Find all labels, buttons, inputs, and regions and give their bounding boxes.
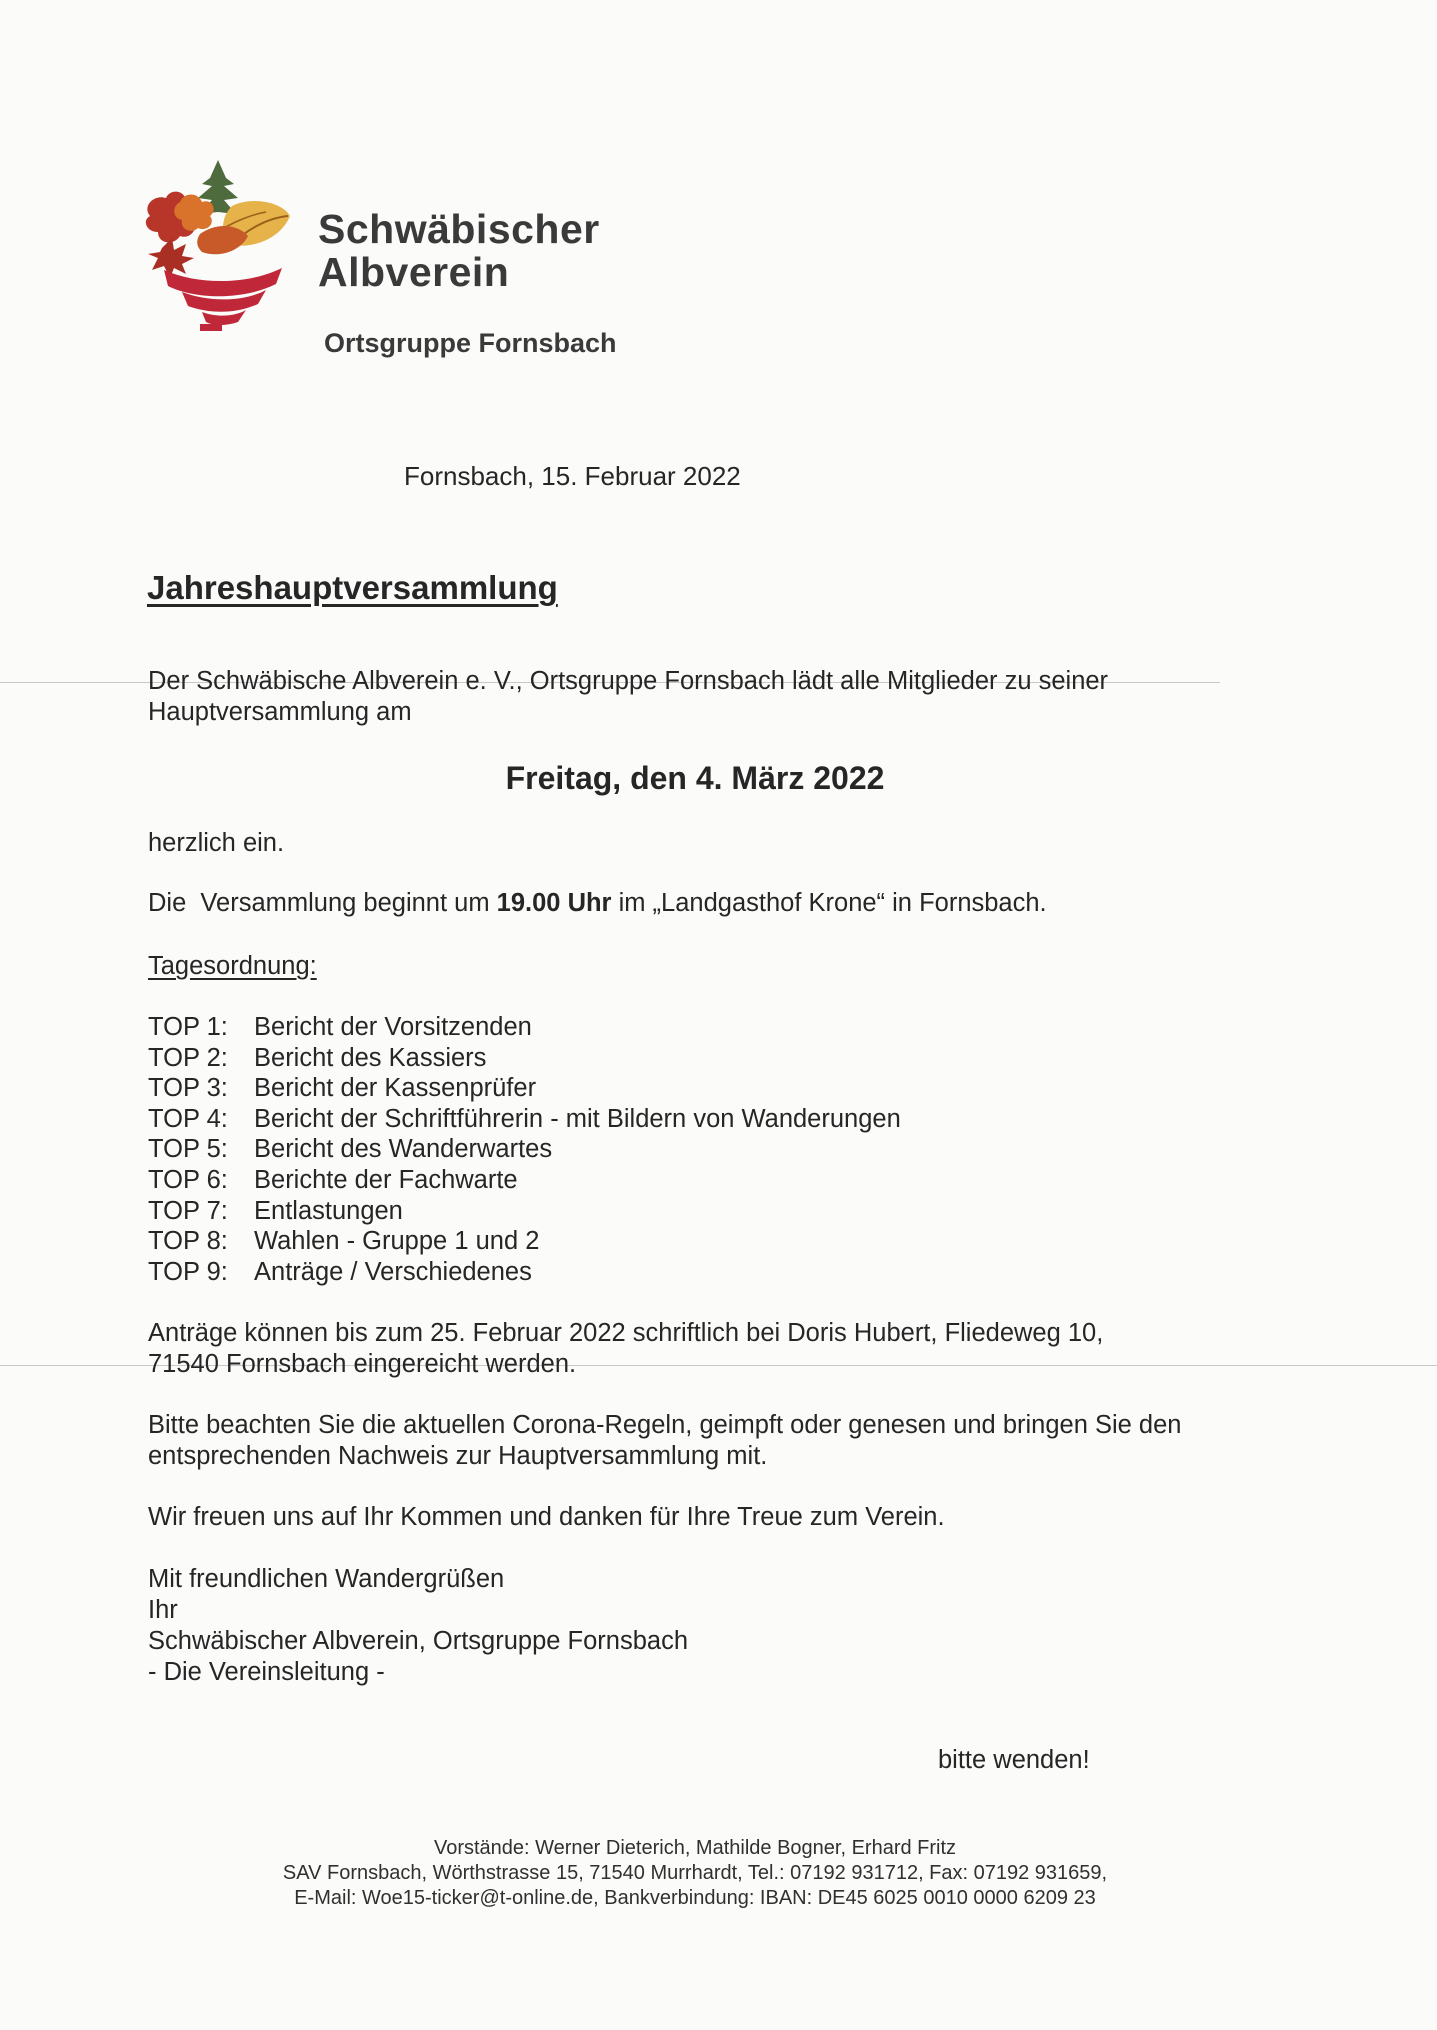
org-name-line2: Albverein bbox=[318, 249, 510, 295]
turn-over-note: bitte wenden! bbox=[938, 1746, 1090, 1774]
agenda-item-number: TOP 2: bbox=[148, 1043, 228, 1072]
agenda-item-number: TOP 6: bbox=[148, 1165, 228, 1194]
agenda-list bbox=[148, 1012, 901, 1287]
footer-contact-line: E-Mail: Woe15-ticker@t-online.de, Bankverbindung: IBAN: DE45 6025 0010 0000 6209 23 bbox=[294, 1887, 1096, 1909]
agenda-title: Tagesordnung: bbox=[148, 952, 317, 980]
start-info-before: Die Versammlung beginnt um bbox=[148, 889, 497, 917]
agenda-item bbox=[148, 1134, 901, 1165]
subgroup-name: Ortsgruppe Fornsbach bbox=[324, 328, 617, 358]
closing-org: Schwäbischer Albverein, Ortsgruppe Fornsbach bbox=[148, 1627, 689, 1655]
page-title: Jahreshauptversammlung bbox=[147, 569, 558, 606]
letter-date: Fornsbach, 15. Februar 2022 bbox=[404, 461, 741, 491]
agenda-item bbox=[148, 1226, 901, 1257]
agenda-item-text: Bericht des Kassiers bbox=[254, 1043, 487, 1072]
agenda-item bbox=[148, 1043, 901, 1074]
motions-line: Anträge können bis zum 25. Februar 2022 schriftlich bei Doris Hubert, Fliedeweg 10, bbox=[148, 1319, 1104, 1347]
footer bbox=[0, 1836, 1390, 1911]
corona-line: Bitte beachten Sie die aktuellen Corona-Regeln, geimpft oder genesen und bringen Sie den bbox=[148, 1411, 1182, 1439]
thanks-paragraph: Wir freuen uns auf Ihr Kommen und danken für Ihre Treue zum Verein. bbox=[148, 1503, 945, 1531]
closing-block bbox=[148, 1564, 688, 1688]
footer-address-line: SAV Fornsbach, Wörthstrasse 15, 71540 Murrhardt, Tel.: 07192 931712, Fax: 07192 931659, bbox=[282, 1862, 1108, 1884]
agenda-item-number: TOP 4: bbox=[148, 1104, 228, 1133]
agenda-item bbox=[148, 1196, 901, 1227]
agenda-item-text: Bericht der Kassenprüfer bbox=[254, 1074, 537, 1103]
start-info-after: im „Landgasthof Krone“ in Fornsbach. bbox=[611, 889, 1047, 917]
invite-end: herzlich ein. bbox=[148, 829, 285, 857]
closing-board: - Die Vereinsleitung - bbox=[148, 1658, 385, 1686]
agenda-item-number: TOP 8: bbox=[148, 1227, 228, 1256]
meeting-date: Freitag, den 4. März 2022 bbox=[505, 760, 885, 796]
agenda-item-text: Anträge / Verschiedenes bbox=[254, 1257, 532, 1286]
corona-paragraph bbox=[148, 1410, 1181, 1472]
intro-paragraph: Der Schwäbische Albverein e. V., Ortsgruppe Fornsbach lädt alle Mitglieder zu seiner Hauptversammlung am bbox=[148, 667, 1109, 726]
agenda-item-text: Bericht der Schriftführerin - mit Bildern von Wanderungen bbox=[254, 1104, 901, 1133]
agenda-item-number: TOP 9: bbox=[148, 1257, 228, 1286]
agenda-item-number: TOP 1: bbox=[148, 1013, 228, 1041]
corona-line: entsprechenden Nachweis zur Hauptversammlung mit. bbox=[148, 1442, 768, 1470]
start-time: 19.00 Uhr bbox=[496, 889, 612, 917]
agenda-item-text: Berichte der Fachwarte bbox=[254, 1165, 518, 1194]
agenda-item-number: TOP 7: bbox=[148, 1196, 228, 1225]
agenda-item bbox=[148, 1257, 901, 1288]
footer-board-line: Vorstände: Werner Dieterich, Mathilde Bogner, Erhard Fritz bbox=[433, 1837, 957, 1859]
agenda-item-number: TOP 3: bbox=[148, 1074, 228, 1103]
agenda-item bbox=[148, 1073, 901, 1104]
motions-paragraph bbox=[148, 1318, 1103, 1380]
start-info bbox=[148, 888, 1047, 919]
org-name-line1: Schwäbischer bbox=[318, 206, 600, 252]
closing-yours: Ihr bbox=[148, 1596, 178, 1624]
agenda-item-number: TOP 5: bbox=[148, 1135, 228, 1164]
agenda-item-text: Bericht der Vorsitzenden bbox=[254, 1013, 532, 1041]
agenda-item bbox=[148, 1165, 901, 1196]
agenda-item-text: Bericht des Wanderwartes bbox=[254, 1135, 553, 1164]
agenda-item bbox=[148, 1104, 901, 1135]
motions-line: 71540 Fornsbach eingereicht werden. bbox=[148, 1350, 577, 1378]
agenda-item bbox=[148, 1012, 901, 1043]
closing-greeting: Mit freundlichen Wandergrüßen bbox=[148, 1565, 505, 1593]
albverein-logo-icon bbox=[140, 158, 298, 334]
agenda-item-text: Entlastungen bbox=[254, 1196, 403, 1225]
agenda-item-text: Wahlen - Gruppe 1 und 2 bbox=[254, 1227, 540, 1256]
